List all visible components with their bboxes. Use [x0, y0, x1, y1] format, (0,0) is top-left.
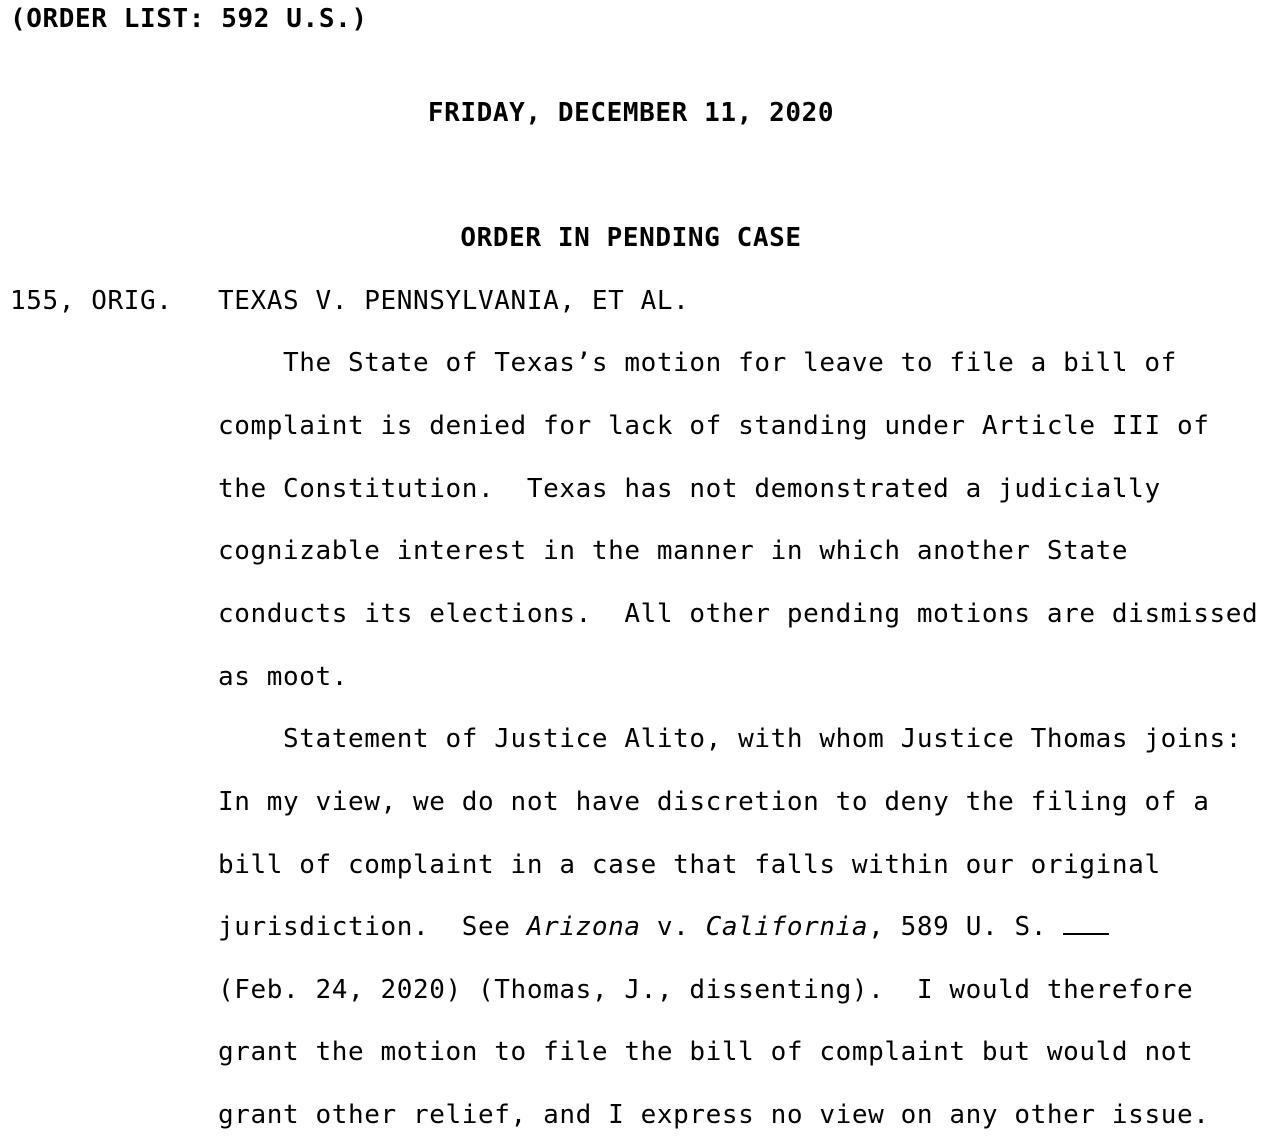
section-heading: ORDER IN PENDING CASE — [460, 223, 802, 253]
citation-prefix: jurisdiction. See — [218, 912, 527, 942]
date-heading: FRIDAY, DECEMBER 11, 2020 — [427, 98, 835, 128]
order-list-label: (ORDER LIST: 592 U.S.) — [10, 4, 368, 34]
order-line: The State of Texas’s motion for leave to file a bill of — [283, 348, 1177, 378]
statement-line: Statement of Justice Alito, with whom Justice Thomas joins: — [283, 724, 1242, 754]
order-line: complaint is denied for lack of standing under Article III of — [218, 411, 1210, 441]
order-line: as moot. — [218, 662, 349, 692]
case-name-arizona: Arizona — [526, 912, 641, 942]
case-name: TEXAS V. PENNSYLVANIA, ET AL. — [218, 286, 690, 316]
statement-line: bill of complaint in a case that falls within our original — [218, 850, 1161, 880]
statement-line-citation — [218, 912, 1109, 942]
citation-reporter: , 589 U. S. — [868, 912, 1064, 942]
statement-line: In my view, we do not have discretion to deny the filing of a — [218, 787, 1210, 817]
citation-v: v. — [640, 912, 706, 942]
page-number-blank — [1063, 915, 1109, 935]
case-number: 155, ORIG. — [10, 286, 173, 316]
order-line: cognizable interest in the manner in which another State — [218, 536, 1129, 566]
order-line: the Constitution. Texas has not demonstrated a judicially — [218, 474, 1161, 504]
statement-line: (Feb. 24, 2020) (Thomas, J., dissenting). I would therefore — [218, 975, 1194, 1005]
statement-line: grant the motion to file the bill of complaint but would not — [218, 1037, 1194, 1067]
order-line: conducts its elections. All other pending motions are dismissed — [218, 599, 1259, 629]
case-name-california: California — [705, 912, 869, 942]
statement-line: grant other relief, and I express no view on any other issue. — [218, 1100, 1210, 1130]
